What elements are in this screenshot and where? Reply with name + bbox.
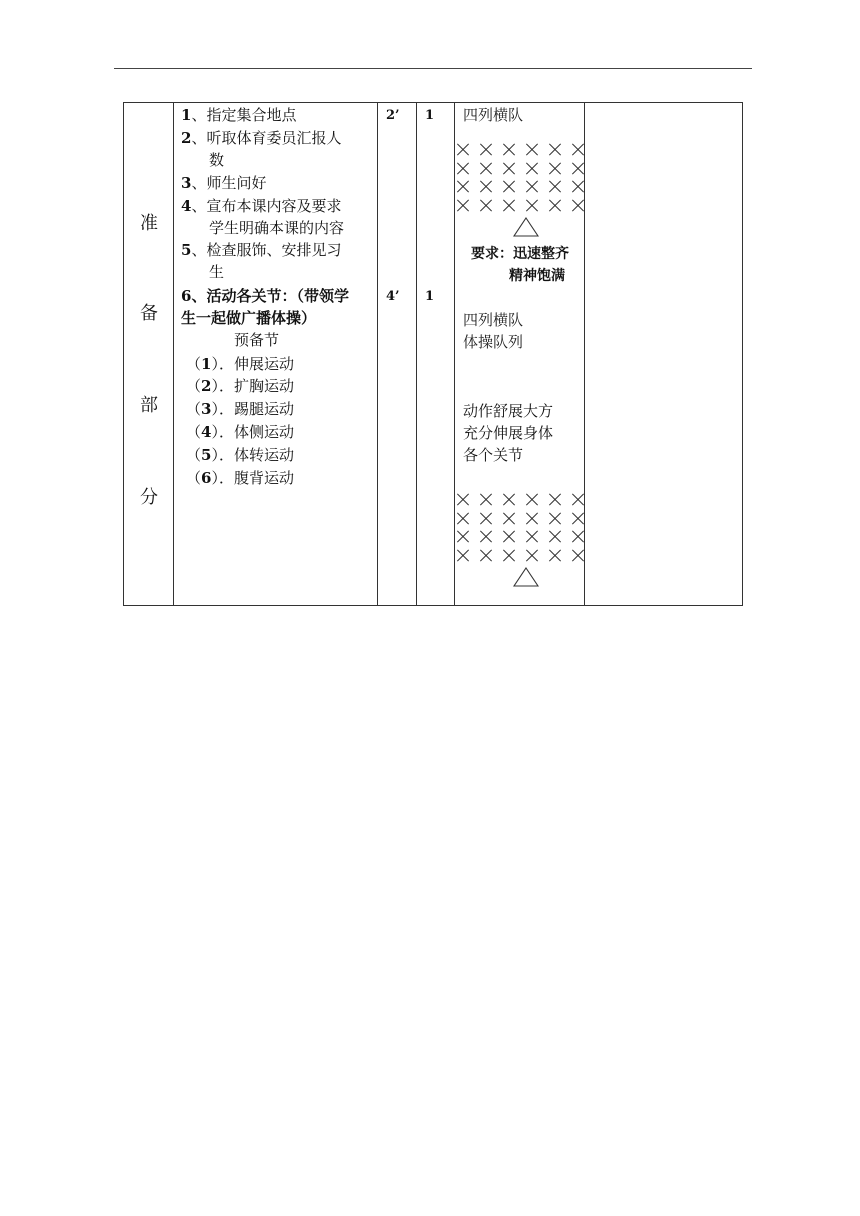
student-x-icon bbox=[548, 199, 561, 212]
student-x-icon bbox=[479, 493, 492, 506]
note-line: 充分伸展身体 bbox=[463, 424, 554, 442]
student-x-icon bbox=[479, 549, 492, 562]
formation-label: 四列横队 bbox=[463, 311, 524, 329]
prep-section-title: 预备节 bbox=[234, 331, 280, 349]
student-x-icon bbox=[456, 143, 469, 156]
student-x-icon bbox=[456, 549, 469, 562]
student-formation bbox=[455, 491, 585, 565]
exercise-item: （1）．伸展运动 bbox=[186, 355, 294, 373]
content-item-1: 1、指定集合地点 bbox=[181, 106, 297, 124]
time-value: 2’ bbox=[386, 108, 400, 123]
student-x-icon bbox=[571, 143, 584, 156]
count-column bbox=[417, 103, 455, 605]
student-x-icon bbox=[479, 143, 492, 156]
student-x-icon bbox=[525, 143, 538, 156]
student-x-icon bbox=[571, 199, 584, 212]
student-x-icon bbox=[548, 530, 561, 543]
student-x-icon bbox=[502, 549, 515, 562]
student-x-icon bbox=[571, 530, 584, 543]
content-item-2-cont: 数 bbox=[209, 151, 225, 169]
student-x-icon bbox=[456, 530, 469, 543]
requirement-line: 要求：迅速整齐 bbox=[471, 246, 569, 262]
student-x-icon bbox=[479, 512, 492, 525]
student-x-icon bbox=[571, 549, 584, 562]
formation-label: 四列横队 bbox=[463, 106, 524, 124]
time-value: 4’ bbox=[386, 289, 400, 304]
student-x-icon bbox=[456, 493, 469, 506]
student-x-icon bbox=[502, 512, 515, 525]
section-column bbox=[124, 103, 174, 605]
note-line: 动作舒展大方 bbox=[463, 402, 554, 420]
student-x-icon bbox=[525, 180, 538, 193]
student-x-icon bbox=[525, 512, 538, 525]
student-x-icon bbox=[502, 162, 515, 175]
exercise-item: （4）．体侧运动 bbox=[186, 423, 294, 441]
student-x-icon bbox=[548, 180, 561, 193]
student-formation bbox=[455, 141, 585, 215]
exercise-item: （6）．腹背运动 bbox=[186, 469, 294, 487]
section-char: 准 bbox=[140, 213, 158, 234]
content-item-3: 3、师生问好 bbox=[181, 174, 267, 192]
student-x-icon bbox=[548, 549, 561, 562]
content-item-2: 2、听取体育委员汇报人 bbox=[181, 129, 342, 147]
content-item-4: 4、宣布本课内容及要求 bbox=[181, 197, 342, 215]
student-x-icon bbox=[502, 530, 515, 543]
content-item-5-cont: 生 bbox=[209, 263, 225, 281]
student-x-icon bbox=[525, 162, 538, 175]
content-item-6: 6、活动各关节：（带领学 bbox=[181, 287, 349, 305]
student-x-icon bbox=[456, 199, 469, 212]
content-item-4-cont: 学生明确本课的内容 bbox=[209, 219, 345, 237]
note-line: 各个关节 bbox=[463, 446, 524, 464]
count-value: 1 bbox=[425, 289, 435, 304]
student-x-icon bbox=[479, 530, 492, 543]
exercise-item: （5）．体转运动 bbox=[186, 446, 294, 464]
organization-column bbox=[455, 103, 585, 605]
section-char: 分 bbox=[140, 487, 158, 508]
time-column bbox=[378, 103, 417, 605]
student-x-icon bbox=[502, 199, 515, 212]
teacher-triangle-icon bbox=[513, 567, 539, 587]
content-column bbox=[174, 103, 378, 605]
student-x-icon bbox=[548, 162, 561, 175]
formation-label: 体操队列 bbox=[463, 333, 524, 351]
student-x-icon bbox=[479, 162, 492, 175]
section-char: 备 bbox=[140, 303, 158, 324]
student-x-icon bbox=[502, 493, 515, 506]
student-x-icon bbox=[456, 512, 469, 525]
student-x-icon bbox=[548, 512, 561, 525]
student-x-icon bbox=[571, 180, 584, 193]
header-rule bbox=[114, 68, 752, 69]
student-x-icon bbox=[548, 143, 561, 156]
content-item-6-cont: 生一起做广播体操） bbox=[181, 309, 317, 327]
student-x-icon bbox=[456, 162, 469, 175]
student-x-icon bbox=[571, 493, 584, 506]
student-x-icon bbox=[479, 180, 492, 193]
student-x-icon bbox=[548, 493, 561, 506]
student-x-icon bbox=[456, 180, 469, 193]
student-x-icon bbox=[571, 162, 584, 175]
student-x-icon bbox=[502, 180, 515, 193]
student-x-icon bbox=[502, 143, 515, 156]
lesson-plan-table bbox=[123, 102, 743, 606]
teacher-triangle-icon bbox=[513, 217, 539, 237]
student-x-icon bbox=[525, 493, 538, 506]
notes-column bbox=[585, 103, 743, 605]
student-x-icon bbox=[525, 549, 538, 562]
exercise-item: （3）．踢腿运动 bbox=[186, 400, 294, 418]
count-value: 1 bbox=[425, 108, 435, 123]
exercise-item: （2）．扩胸运动 bbox=[186, 377, 294, 395]
section-char: 部 bbox=[140, 395, 158, 416]
content-item-5: 5、检查服饰、安排见习 bbox=[181, 241, 342, 259]
student-x-icon bbox=[571, 512, 584, 525]
student-x-icon bbox=[525, 199, 538, 212]
student-x-icon bbox=[479, 199, 492, 212]
requirement-line: 精神饱满 bbox=[509, 268, 565, 284]
student-x-icon bbox=[525, 530, 538, 543]
